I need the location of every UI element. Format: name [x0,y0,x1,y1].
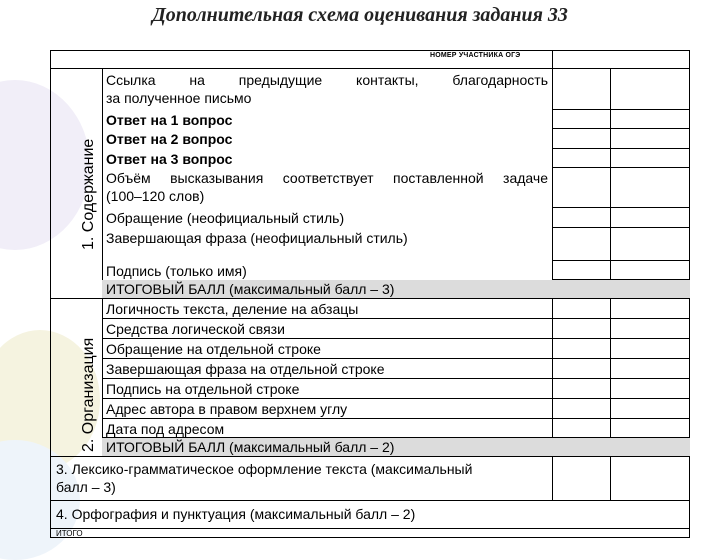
table-divider [102,418,690,419]
table-divider [552,227,690,228]
table-divider [50,456,690,457]
table-divider [50,500,690,501]
criterion-row: Завершающая фраза на отдельной строке [106,361,385,377]
table-divider [552,148,690,149]
table-divider [50,298,690,299]
table-divider [102,338,690,339]
total-score-row: ИТОГОВЫЙ БАЛЛ (максимальный балл – 2) [106,439,395,455]
criterion-row: Подпись на отдельной строке [106,381,300,397]
total-label: ИТОГО [56,529,83,538]
criterion-row: Средства логической связи [106,321,285,337]
participant-number-label: НОМЕР УЧАСТНИКА ОГЭ [430,52,521,59]
criterion-row: 4. Орфография и пунктуация (максимальный балл – 2) [56,506,416,522]
criterion-row: Завершающая фраза (неофициальный стиль) [106,230,408,246]
criterion-row: Ответ на 2 вопрос [106,131,233,147]
table-divider [50,528,690,529]
table-divider [552,207,690,208]
table-divider [552,167,690,168]
criterion-row: Ответ на 1 вопрос [106,112,233,128]
criterion-row: Обращение на отдельной строке [106,341,321,357]
section-content-label: 1. Содержание [80,138,97,250]
page-title: Дополнительная схема оценивания задания 33 [152,4,568,26]
table-divider [102,378,690,379]
criterion-row: Подпись (только имя) [106,263,247,279]
criterion-row: Обращение (неофициальный стиль) [106,210,345,226]
section-organization-label: 2. Организация [80,337,97,452]
table-divider [552,260,690,261]
criterion-row: Ответ на 3 вопрос [106,151,233,167]
table-divider [102,398,690,399]
table-divider [552,279,690,280]
table-divider [552,128,690,129]
criterion-row: Логичность текста, деление на абзацы [106,301,359,317]
table-divider [50,68,690,69]
criterion-row: Ссылка на предыдущие контакты, благодарность за полученное письмо [106,72,548,106]
table-divider [102,318,690,319]
total-score-row: ИТОГОВЫЙ БАЛЛ (максимальный балл – 3) [106,281,395,297]
table-divider [102,358,690,359]
table-divider [102,437,690,438]
table-divider [552,50,553,500]
criterion-row: Объём высказывания соответствует поставленной задаче (100–120 слов) [106,170,548,204]
criterion-row: 3. Лексико-грамматическое оформление текста (максимальный балл – 3) [56,461,473,495]
criterion-row: Дата под адресом [106,421,225,437]
criterion-row: Адрес автора в правом верхнем углу [106,401,348,417]
table-divider [552,109,690,110]
